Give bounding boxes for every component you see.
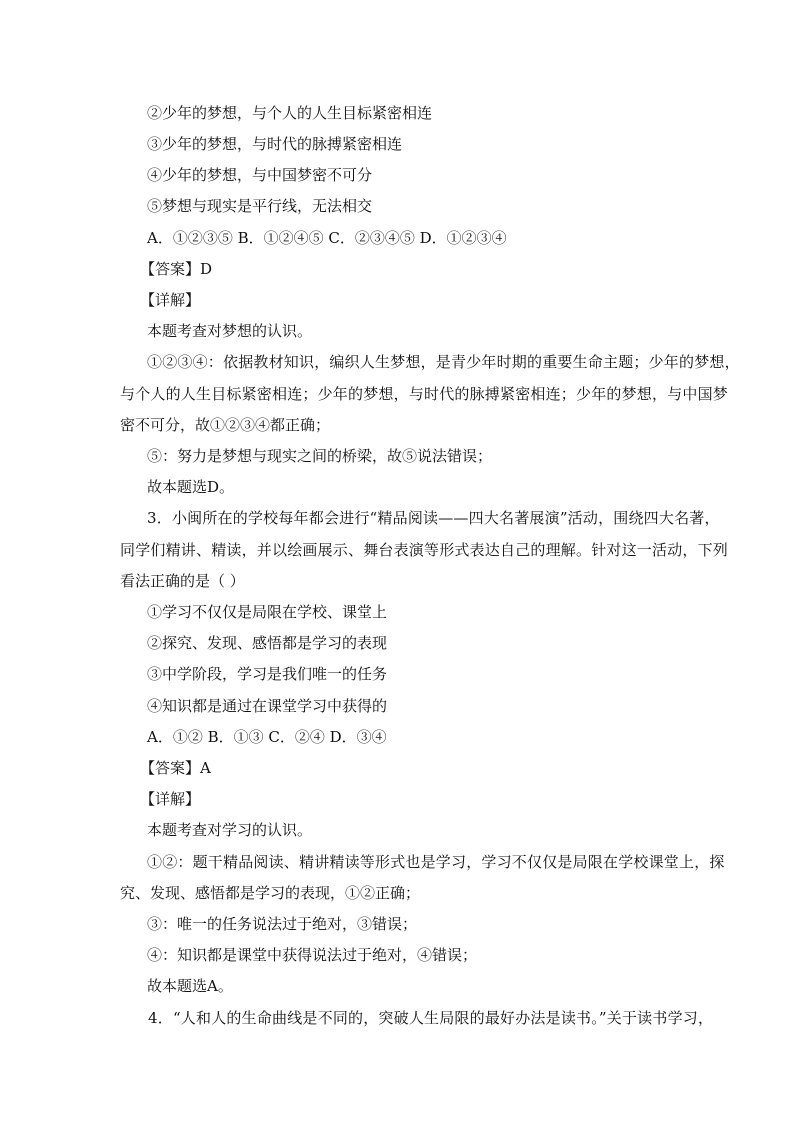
q3-answer: 【答案】A: [140, 759, 211, 777]
q2-option-2: ②少年的梦想，与个人的人生目标紧密相连: [147, 104, 433, 122]
q2-analysis-intro: 本题考查对梦想的认识。: [147, 322, 313, 340]
q3-option-4: ④知识都是通过在课堂学习中获得的: [147, 697, 388, 715]
q2-answer: 【答案】D: [140, 260, 213, 278]
q3-analysis-line: 究、发现、感悟都是学习的表现，①②正确；: [120, 884, 421, 902]
q3-stem: 3．小闽所在的学校每年都会进行“精品阅读——四大名著展演”活动，围绕四大名著，: [147, 509, 720, 527]
q3-analysis-line: ③：唯一的任务说法过于绝对，③错误；: [147, 915, 418, 933]
q3-analysis-intro: 本题考查对学习的认识。: [147, 821, 313, 839]
q3-option-3: ③中学阶段，学习是我们唯一的任务: [147, 665, 388, 683]
q3-conclusion: 故本题选A。: [147, 977, 233, 995]
q2-analysis-line: ⑤：努力是梦想与现实之间的桥梁，故⑤说法错误；: [147, 447, 493, 465]
q2-option-5: ⑤梦想与现实是平行线，无法相交: [147, 197, 373, 215]
q2-choices: A．①②③⑤ B．①②④⑤ C．②③④⑤ D．①②③④: [147, 229, 507, 247]
q3-stem: 看法正确的是（ ）: [120, 572, 245, 590]
q2-option-3: ③少年的梦想，与时代的脉搏紧密相连: [147, 135, 403, 153]
q4-stem: 4．“人和人的生命曲线是不同的，突破人生局限的最好办法是读书。”关于读书学习，: [148, 1009, 714, 1027]
q3-analysis-line: ④：知识都是课堂中获得说法过于绝对，④错误；: [147, 946, 478, 964]
q2-analysis-line: 密不可分，故①②③④都正确；: [120, 416, 331, 434]
q3-option-2: ②探究、发现、感悟都是学习的表现: [147, 634, 388, 652]
q3-analysis-line: ①②：题干精品阅读、精讲精读等形式也是学习，学习不仅仅是局限在学校课堂上，探: [147, 853, 725, 871]
q2-detail-label: 【详解】: [140, 291, 201, 309]
q2-analysis-line: ①②③④：依据教材知识，编织人生梦想，是青少年时期的重要生命主题；少年的梦想，: [147, 353, 740, 371]
q3-option-1: ①学习不仅仅是局限在学校、课堂上: [147, 603, 388, 621]
q3-choices: A．①② B．①③ C．②④ D．③④: [147, 728, 387, 746]
q2-option-4: ④少年的梦想，与中国梦密不可分: [147, 166, 373, 184]
q2-analysis-line: 与个人的人生目标紧密相连；少年的梦想，与时代的脉搏紧密相连；少年的梦想，与中国梦: [120, 385, 729, 403]
q3-stem: 同学们精讲、精读，并以绘画展示、舞台表演等形式表达自己的理解。针对这一活动，下列: [120, 541, 729, 559]
q3-detail-label: 【详解】: [140, 790, 201, 808]
q2-conclusion: 故本题选D。: [147, 478, 235, 496]
